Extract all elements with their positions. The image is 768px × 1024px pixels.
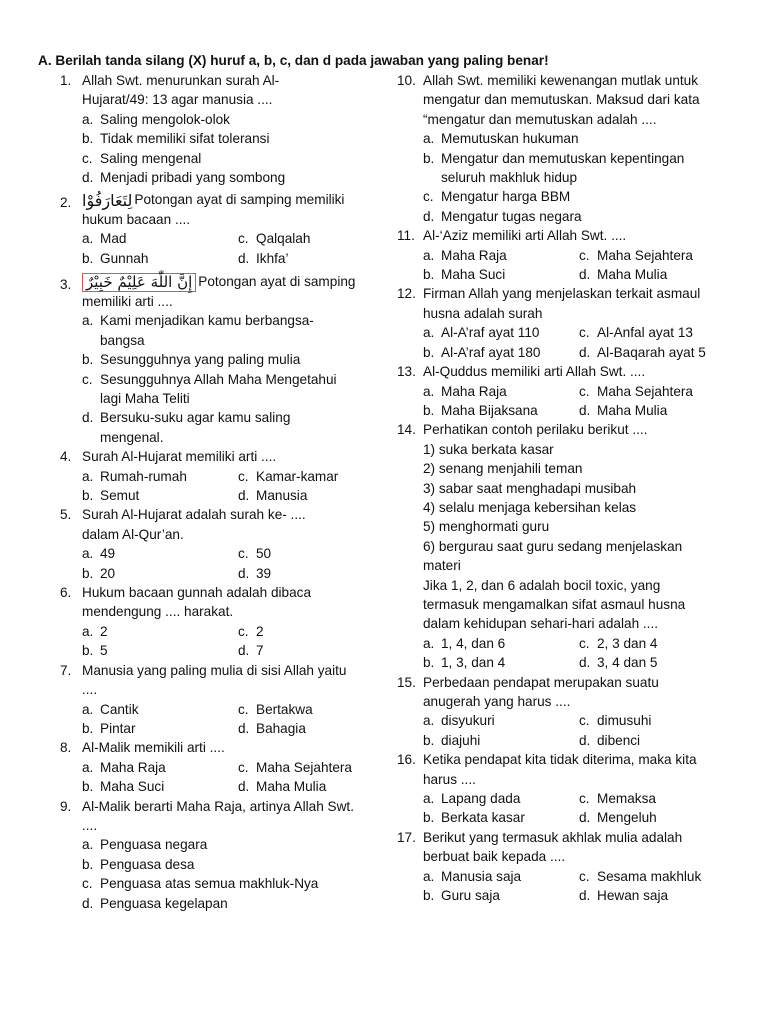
question-6 (60, 583, 378, 661)
option-c[interactable]: c. Memaksa (579, 791, 656, 807)
option-b[interactable]: b. diajuhi (423, 732, 481, 748)
question-text: Manusia yang paling mulia di sisi Allah yaitu .... (82, 662, 347, 698)
option-d[interactable]: d. Hewan saja (579, 888, 669, 904)
question-number: 12. (397, 286, 416, 302)
option-d[interactable]: d. Mengatur tugas negara (423, 208, 582, 224)
option-d[interactable]: d. Maha Mulia (579, 402, 668, 418)
option-b[interactable]: b. 1, 3, dan 4 (423, 655, 506, 671)
option-b[interactable]: b. Pintar (82, 720, 136, 736)
option-c[interactable]: c. Sesama makhluk (579, 868, 702, 884)
arabic-verse: إِنَّ اللّٰهَ عَلِيْمٌ خَبِيْرٌ (82, 273, 196, 292)
question-number: 2. (60, 195, 72, 211)
option-a[interactable]: a. 1, 4, dan 6 (423, 635, 506, 651)
option-b[interactable]: b. 5 (82, 643, 108, 659)
option-c[interactable]: c. 50 (238, 546, 272, 562)
question-number: 11. (397, 228, 415, 244)
option-b[interactable]: b. Maha Suci (423, 267, 506, 283)
option-a[interactable]: a. Al-A’raf ayat 110 (423, 325, 540, 341)
option-b[interactable]: b. Mengatur dan memutuskan kepentingan seluruh makhluk hidup (423, 150, 685, 186)
option-a[interactable]: a. Maha Raja (423, 383, 507, 399)
option-a[interactable]: a. Maha Raja (82, 759, 166, 775)
question-text: لِتَعَارَفُوْا Potongan ayat di samping memiliki hukum bacaan .... (82, 191, 345, 227)
option-a[interactable]: a. Lapang dada (423, 791, 521, 807)
right-column (397, 71, 729, 905)
question-number: 14. (397, 422, 416, 438)
statement-item: 6) bergurau saat guru sedang menjelaskan materi (423, 538, 683, 574)
option-c[interactable]: c. Saling mengenal (82, 150, 202, 166)
option-b[interactable]: b. Maha Bijaksana (423, 402, 538, 418)
option-a[interactable]: a. disyukuri (423, 713, 495, 729)
option-c[interactable]: c. dimusuhi (579, 713, 652, 729)
question-9 (60, 797, 378, 913)
statement-item: 2) senang menjahili teman (423, 461, 583, 477)
statement-item: 1) suka berkata kasar (423, 441, 554, 457)
question-text: Hukum bacaan gunnah adalah dibaca mendengung .... harakat. (82, 585, 312, 620)
option-b[interactable]: b. Berkata kasar (423, 810, 525, 826)
question-16 (397, 750, 729, 828)
question-2 (60, 190, 378, 268)
question-number: 4. (60, 449, 72, 465)
question-11 (397, 226, 729, 284)
option-a[interactable]: a. Memutuskan hukuman (423, 131, 579, 147)
question-text: Surah Al-Hujarat memiliki arti .... (82, 449, 277, 465)
option-b[interactable]: b. Al-A’raf ayat 180 (423, 344, 541, 360)
option-c[interactable]: c. Bertakwa (238, 701, 313, 717)
option-b[interactable]: b. Maha Suci (82, 779, 165, 795)
option-c[interactable]: c. Al-Anfal ayat 13 (579, 325, 693, 341)
question-12 (397, 284, 729, 362)
option-b[interactable]: b. Tidak memiliki sifat toleransi (82, 131, 270, 147)
question-5 (60, 505, 378, 583)
option-d[interactable]: d. Maha Mulia (238, 779, 327, 795)
option-d[interactable]: d. Maha Mulia (579, 267, 668, 283)
option-c[interactable]: c. Sesungguhnya Allah Maha Mengetahui lagi Maha Teliti (82, 371, 337, 406)
option-a[interactable]: a. Manusia saja (423, 868, 522, 884)
instruction-heading: A. Berilah tanda silang (X) huruf a, b, c, dan d pada jawaban yang paling benar! (38, 53, 549, 68)
option-a[interactable]: a. 49 (82, 546, 116, 562)
arabic-verse: لِتَعَارَفُوْا (82, 191, 133, 211)
question-number: 8. (60, 740, 72, 756)
statement-item: 4) selalu menjaga kebersihan kelas (423, 499, 637, 515)
question-text: Surah Al-Hujarat adalah surah ke- .... dalam Al-Qur’an. (82, 507, 306, 542)
question-13 (397, 362, 729, 420)
question-text: Al-Quddus memiliki arti Allah Swt. .... (423, 364, 646, 380)
question-text: Perbedaan pendapat merupakan suatu anugerah yang harus .... (423, 674, 659, 709)
question-text: Ketika pendapat kita tidak diterima, maka kita harus .... (423, 752, 697, 787)
option-a[interactable]: a. Mad (82, 231, 127, 247)
question-1 (60, 71, 378, 187)
option-d[interactable]: d. Bahagia (238, 720, 306, 736)
question-15 (397, 673, 729, 751)
option-d[interactable]: d. dibenci (579, 732, 641, 748)
statement-list (423, 440, 723, 576)
option-c[interactable]: c. Kamar-kamar (238, 468, 339, 484)
option-a[interactable]: a. Saling mengolok-olok (82, 111, 230, 127)
question-number: 6. (60, 585, 72, 601)
option-c[interactable]: c. 2 (238, 623, 264, 639)
option-d[interactable]: d. Bersuku-suku agar kamu saling mengenal. (82, 410, 291, 445)
question-3 (60, 272, 378, 447)
question-number: 15. (397, 674, 416, 690)
option-d[interactable]: d. 3, 4 dan 5 (579, 655, 658, 671)
question-17 (397, 828, 729, 906)
option-d[interactable]: d. 39 (238, 565, 272, 581)
question-text: Allah Swt. memiliki kewenangan mutlak untuk mengatur dan memutuskan. Maksud dari kata “mengatur dan memutuskan adalah .... (423, 73, 700, 127)
option-a[interactable]: a. Rumah-rumah (82, 468, 187, 484)
option-b[interactable]: b. Penguasa desa (82, 856, 195, 872)
question-number: 1. (60, 73, 72, 88)
option-c[interactable]: c. Maha Sejahtera (579, 383, 693, 399)
option-b[interactable]: b. Guru saja (423, 888, 500, 904)
question-number: 16. (397, 752, 416, 768)
question-text: Al-‘Aziz memiliki arti Allah Swt. .... (423, 228, 627, 244)
question-text: Perhatikan contoh perilaku berikut .... (423, 422, 648, 438)
question-number: 13. (397, 364, 416, 380)
question-number: 9. (60, 798, 72, 814)
statement-item: 3) sabar saat menghadapi musibah (423, 480, 637, 496)
statement-item: 5) menghormati guru (423, 519, 550, 535)
option-b[interactable]: b. Sesungguhnya yang paling mulia (82, 352, 301, 368)
option-b[interactable]: b. 20 (82, 565, 116, 581)
option-c[interactable]: c. Qalqalah (238, 231, 311, 247)
option-d[interactable]: d. Penguasa kegelapan (82, 895, 228, 911)
question-number: 5. (60, 507, 72, 523)
option-d[interactable]: d. Mengeluh (579, 810, 657, 826)
option-a[interactable]: a. 2 (82, 623, 108, 639)
option-d[interactable]: d. Al-Baqarah ayat 5 (579, 344, 706, 360)
question-text: Al-Malik berarti Maha Raja, artinya Allah Swt. .... (82, 798, 354, 833)
question-text: Allah Swt. menurunkan surah Al-Hujarat/49: 13 agar manusia .... (82, 73, 280, 108)
question-number: 7. (60, 662, 72, 678)
option-c[interactable]: c. Mengatur harga BBM (423, 189, 571, 205)
question-followup: Jika 1, 2, dan 6 adalah bocil toxic, yang termasuk mengamalkan sifat asmaul husna dalam kehidupan sehari-hari adalah .... (423, 577, 686, 632)
option-d[interactable]: d. Menjadi pribadi yang sombong (82, 170, 286, 186)
question-7 (60, 661, 378, 739)
option-c[interactable]: c. Maha Sejahtera (579, 247, 693, 263)
question-number: 17. (397, 829, 416, 845)
option-a[interactable]: a. Kami menjadikan kamu berbangsa-bangsa (82, 313, 314, 348)
option-b[interactable]: b. Semut (82, 488, 140, 504)
question-text: Al-Malik memikili arti .... (82, 740, 225, 756)
option-c[interactable]: c. Maha Sejahtera (238, 759, 352, 775)
option-d[interactable]: d. Ikhfa’ (238, 250, 289, 266)
question-number: 10. (397, 73, 416, 88)
option-c[interactable]: c. Penguasa atas semua makhluk-Nya (82, 876, 319, 892)
option-d[interactable]: d. 7 (238, 643, 264, 659)
question-number: 3. (60, 277, 72, 293)
question-text: Firman Allah yang menjelaskan terkait asmaul husna adalah surah (423, 286, 701, 321)
question-4 (60, 447, 378, 505)
option-b[interactable]: b. Gunnah (82, 250, 149, 266)
option-d[interactable]: d. Manusia (238, 488, 308, 504)
option-c[interactable]: c. 2, 3 dan 4 (579, 635, 658, 651)
option-a[interactable]: a. Cantik (82, 701, 139, 717)
option-a[interactable]: a. Maha Raja (423, 247, 507, 263)
question-text: Berikut yang termasuk akhlak mulia adalah berbuat baik kepada .... (423, 829, 683, 865)
question-text: إِنَّ اللّٰهَ عَلِيْمٌ خَبِيْرٌ Potongan ayat di samping memiliki arti .... (82, 272, 356, 309)
question-10 (397, 71, 729, 226)
left-column (60, 71, 378, 913)
question-8 (60, 738, 378, 796)
option-a[interactable]: a. Penguasa negara (82, 837, 208, 853)
question-14 (397, 420, 729, 672)
